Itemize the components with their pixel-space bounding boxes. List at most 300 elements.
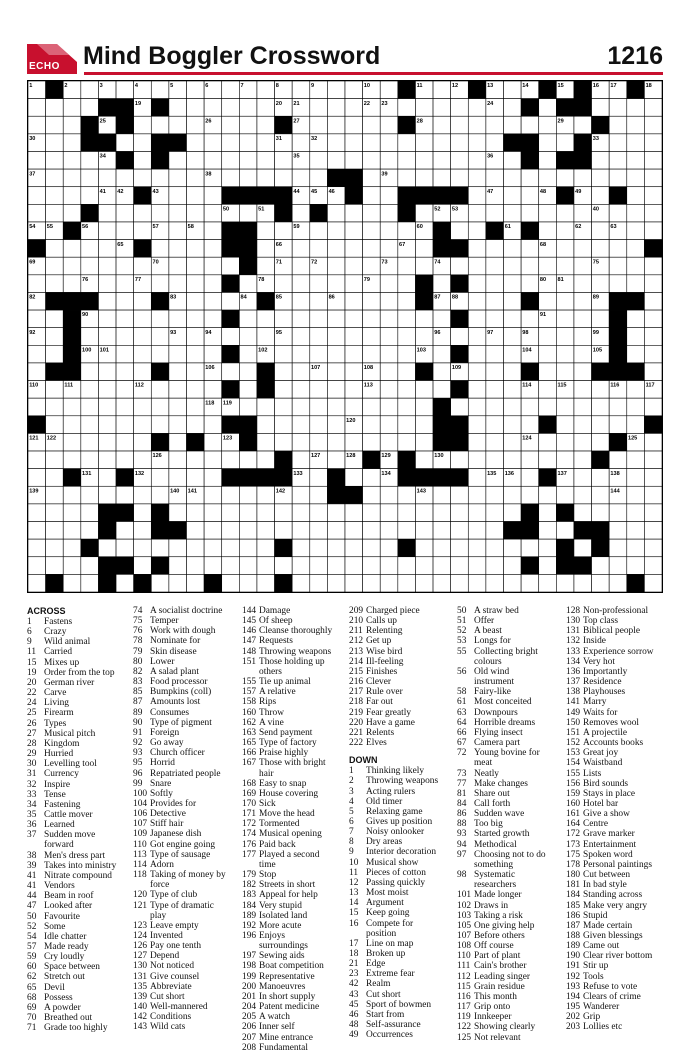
grid-cell[interactable] <box>81 187 99 205</box>
grid-cell[interactable] <box>327 522 345 540</box>
grid-cell[interactable] <box>187 328 205 346</box>
grid-cell[interactable] <box>46 169 64 187</box>
grid-cell[interactable] <box>151 116 169 134</box>
grid-cell[interactable] <box>627 345 645 363</box>
grid-cell[interactable] <box>556 222 574 240</box>
grid-cell[interactable] <box>187 240 205 258</box>
grid-cell[interactable] <box>521 574 539 592</box>
grid-cell[interactable] <box>433 504 451 522</box>
grid-cell[interactable] <box>363 539 381 557</box>
grid-cell[interactable] <box>363 504 381 522</box>
grid-cell[interactable] <box>539 292 557 310</box>
grid-cell[interactable] <box>433 116 451 134</box>
grid-cell[interactable] <box>134 557 152 575</box>
grid-cell[interactable] <box>380 275 398 293</box>
grid-cell[interactable] <box>504 99 522 117</box>
grid-cell[interactable] <box>451 116 469 134</box>
grid-cell[interactable] <box>204 151 222 169</box>
grid-cell[interactable] <box>292 574 310 592</box>
grid-cell[interactable] <box>81 433 99 451</box>
grid-cell[interactable] <box>169 504 187 522</box>
grid-cell[interactable] <box>239 557 257 575</box>
grid-cell[interactable] <box>46 204 64 222</box>
grid-cell[interactable] <box>504 363 522 381</box>
grid-cell[interactable] <box>116 134 134 152</box>
grid-cell[interactable] <box>627 116 645 134</box>
grid-cell[interactable] <box>398 557 416 575</box>
grid-cell[interactable] <box>46 345 64 363</box>
grid-cell[interactable] <box>81 99 99 117</box>
grid-cell[interactable] <box>556 451 574 469</box>
grid-cell[interactable] <box>521 169 539 187</box>
grid-cell[interactable] <box>275 398 293 416</box>
grid-cell[interactable] <box>239 398 257 416</box>
grid-cell[interactable] <box>539 381 557 399</box>
grid-cell[interactable] <box>204 204 222 222</box>
grid-cell[interactable] <box>433 522 451 540</box>
grid-cell[interactable] <box>204 275 222 293</box>
grid-cell[interactable] <box>239 381 257 399</box>
grid-cell[interactable] <box>539 257 557 275</box>
grid-cell[interactable] <box>363 257 381 275</box>
grid-cell[interactable] <box>187 134 205 152</box>
grid-cell[interactable] <box>574 398 592 416</box>
grid-cell[interactable] <box>380 116 398 134</box>
grid-cell[interactable] <box>116 398 134 416</box>
grid-cell[interactable] <box>486 398 504 416</box>
grid-cell[interactable] <box>398 363 416 381</box>
grid-cell[interactable] <box>345 504 363 522</box>
grid-cell[interactable] <box>415 310 433 328</box>
grid-cell[interactable] <box>609 504 627 522</box>
grid-cell[interactable] <box>627 486 645 504</box>
grid-cell[interactable] <box>151 486 169 504</box>
grid-cell[interactable] <box>539 222 557 240</box>
grid-cell[interactable] <box>63 522 81 540</box>
grid-cell[interactable] <box>644 169 662 187</box>
grid-cell[interactable] <box>415 574 433 592</box>
grid-cell[interactable] <box>116 416 134 434</box>
grid-cell[interactable] <box>415 504 433 522</box>
grid-cell[interactable] <box>46 328 64 346</box>
grid-cell[interactable] <box>222 539 240 557</box>
grid-cell[interactable] <box>504 240 522 258</box>
grid-cell[interactable] <box>222 257 240 275</box>
grid-cell[interactable] <box>380 504 398 522</box>
grid-cell[interactable] <box>380 151 398 169</box>
grid-cell[interactable] <box>28 398 46 416</box>
grid-cell[interactable] <box>398 275 416 293</box>
grid-cell[interactable] <box>609 398 627 416</box>
grid-cell[interactable] <box>134 204 152 222</box>
grid-cell[interactable] <box>363 292 381 310</box>
grid-cell[interactable] <box>363 557 381 575</box>
grid-cell[interactable] <box>363 116 381 134</box>
grid-cell[interactable] <box>345 151 363 169</box>
grid-cell[interactable] <box>81 522 99 540</box>
grid-cell[interactable] <box>275 557 293 575</box>
grid-cell[interactable] <box>574 539 592 557</box>
grid-cell[interactable] <box>28 310 46 328</box>
grid-cell[interactable] <box>486 257 504 275</box>
grid-cell[interactable] <box>327 398 345 416</box>
grid-cell[interactable] <box>310 151 328 169</box>
grid-cell[interactable] <box>486 433 504 451</box>
grid-cell[interactable] <box>627 99 645 117</box>
grid-cell[interactable] <box>556 328 574 346</box>
grid-cell[interactable] <box>521 204 539 222</box>
grid-cell[interactable] <box>363 328 381 346</box>
grid-cell[interactable] <box>644 134 662 152</box>
grid-cell[interactable] <box>187 574 205 592</box>
grid-cell[interactable] <box>134 539 152 557</box>
grid-cell[interactable] <box>556 522 574 540</box>
grid-cell[interactable] <box>644 433 662 451</box>
grid-cell[interactable] <box>187 81 205 99</box>
grid-cell[interactable] <box>169 398 187 416</box>
grid-cell[interactable] <box>46 99 64 117</box>
grid-cell[interactable] <box>204 539 222 557</box>
grid-cell[interactable] <box>468 187 486 205</box>
grid-cell[interactable] <box>257 539 275 557</box>
grid-cell[interactable] <box>539 328 557 346</box>
grid-cell[interactable] <box>486 116 504 134</box>
grid-cell[interactable] <box>415 240 433 258</box>
grid-cell[interactable] <box>468 151 486 169</box>
grid-cell[interactable] <box>398 134 416 152</box>
grid-cell[interactable] <box>345 574 363 592</box>
grid-cell[interactable] <box>380 310 398 328</box>
grid-cell[interactable] <box>486 345 504 363</box>
grid-cell[interactable] <box>451 539 469 557</box>
grid-cell[interactable] <box>204 381 222 399</box>
grid-cell[interactable] <box>345 134 363 152</box>
grid-cell[interactable] <box>592 275 610 293</box>
grid-cell[interactable] <box>539 398 557 416</box>
grid-cell[interactable] <box>169 187 187 205</box>
grid-cell[interactable] <box>81 398 99 416</box>
grid-cell[interactable] <box>380 539 398 557</box>
grid-cell[interactable] <box>116 81 134 99</box>
grid-cell[interactable] <box>98 292 116 310</box>
grid-cell[interactable] <box>169 310 187 328</box>
grid-cell[interactable] <box>81 169 99 187</box>
grid-cell[interactable] <box>239 151 257 169</box>
grid-cell[interactable] <box>169 222 187 240</box>
grid-cell[interactable] <box>204 222 222 240</box>
grid-cell[interactable] <box>486 169 504 187</box>
grid-cell[interactable] <box>257 81 275 99</box>
grid-cell[interactable] <box>187 116 205 134</box>
grid-cell[interactable] <box>504 169 522 187</box>
grid-cell[interactable] <box>187 310 205 328</box>
grid-cell[interactable] <box>275 522 293 540</box>
grid-cell[interactable] <box>46 381 64 399</box>
grid-cell[interactable] <box>239 310 257 328</box>
grid-cell[interactable] <box>204 433 222 451</box>
grid-cell[interactable] <box>468 522 486 540</box>
grid-cell[interactable] <box>46 151 64 169</box>
grid-cell[interactable] <box>28 204 46 222</box>
grid-cell[interactable] <box>257 222 275 240</box>
grid-cell[interactable] <box>187 363 205 381</box>
grid-cell[interactable] <box>592 469 610 487</box>
grid-cell[interactable] <box>239 328 257 346</box>
grid-cell[interactable] <box>46 257 64 275</box>
grid-cell[interactable] <box>398 398 416 416</box>
grid-cell[interactable] <box>292 486 310 504</box>
grid-cell[interactable] <box>98 222 116 240</box>
grid-cell[interactable] <box>468 398 486 416</box>
grid-cell[interactable] <box>415 204 433 222</box>
grid-cell[interactable] <box>539 169 557 187</box>
grid-cell[interactable] <box>222 99 240 117</box>
grid-cell[interactable] <box>468 222 486 240</box>
grid-cell[interactable] <box>310 292 328 310</box>
grid-cell[interactable] <box>556 486 574 504</box>
grid-cell[interactable] <box>398 99 416 117</box>
grid-cell[interactable] <box>486 381 504 399</box>
grid-cell[interactable] <box>134 169 152 187</box>
grid-cell[interactable] <box>433 169 451 187</box>
grid-cell[interactable] <box>310 310 328 328</box>
grid-cell[interactable] <box>592 574 610 592</box>
grid-cell[interactable] <box>169 99 187 117</box>
grid-cell[interactable] <box>28 574 46 592</box>
grid-cell[interactable] <box>627 522 645 540</box>
grid-cell[interactable] <box>292 81 310 99</box>
grid-cell[interactable] <box>574 363 592 381</box>
grid-cell[interactable] <box>627 398 645 416</box>
grid-cell[interactable] <box>151 204 169 222</box>
grid-cell[interactable] <box>98 310 116 328</box>
grid-cell[interactable] <box>574 292 592 310</box>
grid-cell[interactable] <box>292 381 310 399</box>
grid-cell[interactable] <box>46 187 64 205</box>
grid-cell[interactable] <box>81 363 99 381</box>
grid-cell[interactable] <box>380 187 398 205</box>
grid-cell[interactable] <box>644 539 662 557</box>
grid-cell[interactable] <box>134 486 152 504</box>
grid-cell[interactable] <box>28 469 46 487</box>
grid-cell[interactable] <box>415 134 433 152</box>
grid-cell[interactable] <box>486 310 504 328</box>
grid-cell[interactable] <box>134 292 152 310</box>
grid-cell[interactable] <box>398 310 416 328</box>
grid-cell[interactable] <box>504 328 522 346</box>
grid-cell[interactable] <box>46 310 64 328</box>
grid-cell[interactable] <box>204 99 222 117</box>
grid-cell[interactable] <box>574 451 592 469</box>
grid-cell[interactable] <box>275 275 293 293</box>
grid-cell[interactable] <box>468 486 486 504</box>
grid-cell[interactable] <box>486 504 504 522</box>
grid-cell[interactable] <box>28 275 46 293</box>
grid-cell[interactable] <box>644 398 662 416</box>
grid-cell[interactable] <box>627 151 645 169</box>
grid-cell[interactable] <box>592 504 610 522</box>
grid-cell[interactable] <box>63 134 81 152</box>
grid-cell[interactable] <box>539 204 557 222</box>
grid-cell[interactable] <box>222 363 240 381</box>
grid-cell[interactable] <box>521 240 539 258</box>
grid-cell[interactable] <box>521 398 539 416</box>
grid-cell[interactable] <box>204 257 222 275</box>
grid-cell[interactable] <box>574 204 592 222</box>
grid-cell[interactable] <box>187 345 205 363</box>
grid-cell[interactable] <box>28 116 46 134</box>
grid-cell[interactable] <box>275 310 293 328</box>
grid-cell[interactable] <box>63 433 81 451</box>
grid-cell[interactable] <box>116 292 134 310</box>
grid-cell[interactable] <box>116 257 134 275</box>
grid-cell[interactable] <box>592 398 610 416</box>
grid-cell[interactable] <box>363 240 381 258</box>
grid-cell[interactable] <box>28 345 46 363</box>
grid-cell[interactable] <box>151 310 169 328</box>
grid-cell[interactable] <box>592 433 610 451</box>
grid-cell[interactable] <box>345 328 363 346</box>
grid-cell[interactable] <box>187 169 205 187</box>
grid-cell[interactable] <box>310 381 328 399</box>
grid-cell[interactable] <box>574 381 592 399</box>
grid-cell[interactable] <box>363 187 381 205</box>
grid-cell[interactable] <box>81 81 99 99</box>
grid-cell[interactable] <box>644 469 662 487</box>
grid-cell[interactable] <box>521 416 539 434</box>
grid-cell[interactable] <box>574 486 592 504</box>
grid-cell[interactable] <box>292 451 310 469</box>
grid-cell[interactable] <box>345 433 363 451</box>
grid-cell[interactable] <box>257 116 275 134</box>
grid-cell[interactable] <box>204 310 222 328</box>
grid-cell[interactable] <box>169 275 187 293</box>
grid-cell[interactable] <box>134 451 152 469</box>
grid-cell[interactable] <box>504 398 522 416</box>
grid-cell[interactable] <box>451 134 469 152</box>
grid-cell[interactable] <box>345 345 363 363</box>
grid-cell[interactable] <box>504 416 522 434</box>
grid-cell[interactable] <box>28 363 46 381</box>
grid-cell[interactable] <box>644 151 662 169</box>
grid-cell[interactable] <box>222 81 240 99</box>
grid-cell[interactable] <box>327 504 345 522</box>
grid-cell[interactable] <box>539 539 557 557</box>
grid-cell[interactable] <box>433 81 451 99</box>
grid-cell[interactable] <box>504 292 522 310</box>
grid-cell[interactable] <box>63 204 81 222</box>
grid-cell[interactable] <box>627 257 645 275</box>
grid-cell[interactable] <box>169 416 187 434</box>
grid-cell[interactable] <box>468 275 486 293</box>
grid-cell[interactable] <box>81 328 99 346</box>
grid-cell[interactable] <box>46 116 64 134</box>
grid-cell[interactable] <box>363 169 381 187</box>
grid-cell[interactable] <box>451 398 469 416</box>
grid-cell[interactable] <box>310 99 328 117</box>
grid-cell[interactable] <box>345 81 363 99</box>
grid-cell[interactable] <box>151 469 169 487</box>
grid-cell[interactable] <box>310 169 328 187</box>
grid-cell[interactable] <box>644 486 662 504</box>
grid-cell[interactable] <box>504 257 522 275</box>
grid-cell[interactable] <box>310 522 328 540</box>
grid-cell[interactable] <box>592 310 610 328</box>
grid-cell[interactable] <box>187 398 205 416</box>
grid-cell[interactable] <box>363 345 381 363</box>
grid-cell[interactable] <box>257 451 275 469</box>
grid-cell[interactable] <box>504 433 522 451</box>
grid-cell[interactable] <box>380 134 398 152</box>
grid-cell[interactable] <box>468 574 486 592</box>
grid-cell[interactable] <box>433 363 451 381</box>
grid-cell[interactable] <box>222 504 240 522</box>
grid-cell[interactable] <box>187 381 205 399</box>
grid-cell[interactable] <box>327 204 345 222</box>
grid-cell[interactable] <box>451 222 469 240</box>
grid-cell[interactable] <box>63 451 81 469</box>
grid-cell[interactable] <box>504 486 522 504</box>
grid-cell[interactable] <box>627 451 645 469</box>
grid-cell[interactable] <box>468 257 486 275</box>
grid-cell[interactable] <box>504 539 522 557</box>
grid-cell[interactable] <box>468 116 486 134</box>
grid-cell[interactable] <box>486 275 504 293</box>
grid-cell[interactable] <box>239 169 257 187</box>
grid-cell[interactable] <box>345 469 363 487</box>
grid-cell[interactable] <box>415 433 433 451</box>
grid-cell[interactable] <box>415 328 433 346</box>
grid-cell[interactable] <box>574 240 592 258</box>
grid-cell[interactable] <box>134 345 152 363</box>
grid-cell[interactable] <box>468 310 486 328</box>
grid-cell[interactable] <box>169 539 187 557</box>
grid-cell[interactable] <box>468 539 486 557</box>
grid-cell[interactable] <box>187 416 205 434</box>
grid-cell[interactable] <box>239 504 257 522</box>
grid-cell[interactable] <box>187 204 205 222</box>
grid-cell[interactable] <box>310 416 328 434</box>
grid-cell[interactable] <box>345 310 363 328</box>
grid-cell[interactable] <box>398 257 416 275</box>
grid-cell[interactable] <box>327 363 345 381</box>
grid-cell[interactable] <box>380 222 398 240</box>
grid-cell[interactable] <box>380 522 398 540</box>
grid-cell[interactable] <box>275 345 293 363</box>
grid-cell[interactable] <box>521 451 539 469</box>
grid-cell[interactable] <box>609 99 627 117</box>
grid-cell[interactable] <box>398 169 416 187</box>
grid-cell[interactable] <box>275 151 293 169</box>
grid-cell[interactable] <box>504 116 522 134</box>
grid-cell[interactable] <box>81 504 99 522</box>
grid-cell[interactable] <box>204 451 222 469</box>
grid-cell[interactable] <box>169 116 187 134</box>
grid-cell[interactable] <box>363 151 381 169</box>
grid-cell[interactable] <box>345 363 363 381</box>
grid-cell[interactable] <box>468 345 486 363</box>
grid-cell[interactable] <box>275 416 293 434</box>
grid-cell[interactable] <box>81 451 99 469</box>
grid-cell[interactable] <box>539 433 557 451</box>
grid-cell[interactable] <box>556 574 574 592</box>
grid-cell[interactable] <box>116 486 134 504</box>
grid-cell[interactable] <box>627 504 645 522</box>
grid-cell[interactable] <box>363 222 381 240</box>
grid-cell[interactable] <box>327 328 345 346</box>
grid-cell[interactable] <box>187 557 205 575</box>
grid-cell[interactable] <box>504 557 522 575</box>
